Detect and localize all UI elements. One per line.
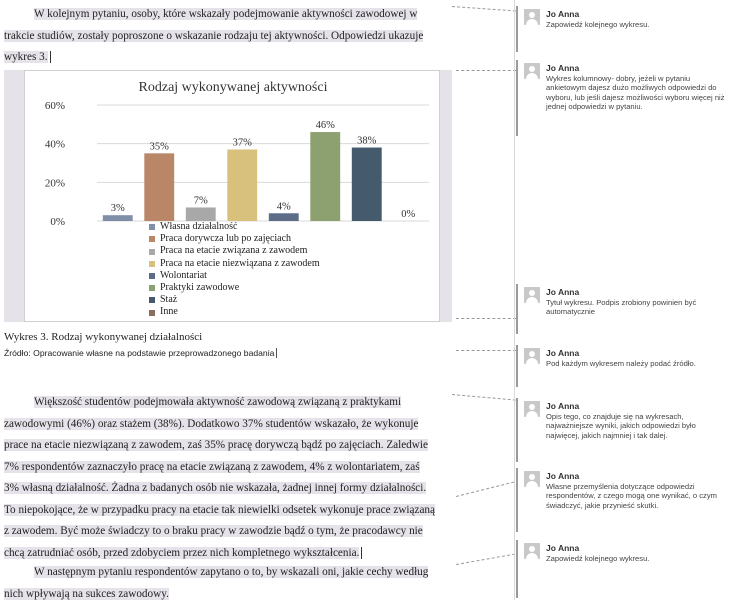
legend-label: Staż: [160, 294, 178, 306]
text-line: To niepokojące, że w przypadku pracy na etacie tak niewielki odsetek wykonuje prace związaną: [4, 503, 435, 516]
comment-author: Jo Anna: [546, 401, 580, 411]
legend-label: Własna działalność: [160, 221, 238, 232]
text-line: trakcie studiów, zostały poproszone o wskazanie rodzaju tej aktywności. Odpowiedzi ukazuje: [4, 29, 424, 42]
y-tick-label: 0%: [50, 216, 65, 228]
y-tick-label: 20%: [44, 177, 65, 190]
legend-swatch: [149, 273, 155, 279]
comment-author: Jo Anna: [546, 63, 580, 73]
text-line: 7% respondentów zaznaczyło pracę na etacie związaną z zawodem, 4% z wolontariatem, zaś: [4, 460, 420, 473]
chart-bar: [227, 149, 257, 221]
comment-text: Zapowiedź kolejnego wykresu.: [546, 554, 650, 563]
legend-label: Praktyki zawodowe: [160, 282, 240, 294]
avatar-icon: [524, 63, 540, 79]
legend-item: [149, 258, 320, 270]
comment-text: Własne przemyślenia dotyczące odpowiedzi respondentów, z czego mogą one wynikać, o czym świadczyć, jakie przynieść skutki.: [546, 482, 717, 510]
chart-bar: [186, 207, 216, 221]
comment-card[interactable]: [516, 284, 744, 334]
comment-card[interactable]: [516, 540, 744, 598]
text-line: wykres 3.: [4, 51, 48, 63]
comment-text: Opis tego, co znajduje się na wykresach, najważniejsze wyniki, jakich odpowiedzi było najwięcej, jakich najmniej i tak dalej.: [546, 412, 696, 440]
text-line: zawodowymi (46%) oraz stażem (38%). Dodatkowo 37% studentów wskazało, że wykonuje: [4, 417, 419, 430]
chart-title: Rodzaj wykonywanej aktywności: [138, 80, 328, 95]
paragraph-intro[interactable]: [4, 4, 450, 69]
text-line: 3% własną działalność. Żadna z badanych osób nie wskazała, żadnej innej formy działalności.: [4, 482, 427, 494]
comment-author: Jo Anna: [546, 543, 580, 553]
legend-swatch: [149, 310, 155, 316]
text-cursor: [50, 51, 51, 63]
pane-divider: [514, 0, 515, 600]
comment-card[interactable]: [516, 6, 744, 52]
avatar-icon: [524, 543, 540, 559]
legend-item: [149, 294, 320, 306]
chart-bar: [144, 153, 174, 221]
comment-card[interactable]: [516, 60, 744, 136]
avatar-icon: [524, 348, 540, 364]
comment-text: Tytuł wykresu. Podpis zrobiony powinien być automatycznie: [546, 298, 697, 317]
paragraph-next[interactable]: [4, 562, 450, 600]
chart-legend: [149, 221, 320, 319]
comments-pane: [458, 0, 748, 600]
legend-item: [149, 221, 320, 233]
legend-swatch: [149, 236, 155, 242]
text-line: prace na etacie niezwiązaną z zawodem, zaś 35% pracę dorywczą bądź po zajęciach. Zaledwie: [4, 439, 428, 451]
bar-value-label: 0%: [401, 209, 416, 220]
legend-item: [149, 270, 320, 282]
comment-card[interactable]: [516, 345, 744, 387]
legend-item: [149, 245, 320, 257]
legend-item: [149, 282, 320, 294]
comment-author: Jo Anna: [546, 348, 580, 358]
bar-value-label: 3%: [110, 203, 125, 215]
bar-value-label: 46%: [315, 120, 335, 132]
chart-source[interactable]: Źródło: Opracowanie własne na podstawie przeprowadzonego badania: [4, 348, 277, 358]
bar-value-label: 35%: [149, 141, 169, 153]
avatar-icon: [524, 287, 540, 303]
bar-value-label: 38%: [357, 135, 377, 147]
chart-bar: [269, 213, 299, 221]
legend-swatch: [149, 261, 155, 267]
legend-label: Wolontariat: [160, 269, 207, 281]
comment-author: Jo Anna: [546, 9, 580, 19]
selection-highlight: [440, 70, 452, 322]
text-line: chcą zatrudniać osób, przed zdobyciem przez nich kompletnego wykształcenia.: [4, 546, 360, 559]
legend-swatch: [149, 249, 155, 255]
legend-swatch: [149, 297, 155, 303]
y-tick-label: 60%: [44, 100, 65, 112]
legend-swatch: [149, 285, 155, 291]
bar-chart[interactable]: [24, 70, 440, 322]
comment-author: Jo Anna: [546, 471, 580, 481]
legend-item: [149, 233, 320, 245]
selection-highlight: [4, 70, 24, 322]
text-line: nich wpływają na sukces zawodowy.: [4, 587, 169, 600]
avatar-icon: [524, 471, 540, 487]
text-line: Większość studentów podejmowała aktywność zawodową związaną z praktykami: [34, 396, 402, 408]
comment-card[interactable]: [516, 398, 744, 462]
avatar-icon: [524, 9, 540, 25]
legend-label: Inne: [160, 306, 178, 318]
paragraph-analysis[interactable]: [4, 392, 450, 564]
chart-bar: [103, 215, 133, 221]
y-tick-label: 40%: [44, 138, 65, 151]
bar-value-label: 7%: [193, 195, 208, 207]
legend-item: [149, 306, 320, 318]
bar-value-label: 37%: [232, 137, 252, 149]
text-line: W kolejnym pytaniu, osoby, które wskazały podejmowanie aktywności zawodowej w: [34, 8, 418, 20]
chart-bar: [310, 132, 340, 221]
text-cursor: [361, 547, 362, 559]
comment-text: Wykres kolumnowy- dobry, jeżeli w pytaniu ankietowym dajesz dużo możliwych odpowiedzi do wyboru, lub jeśli dajesz możliwości wyboru więcej niż jednej odpowiedzi w pytaniu.: [546, 74, 725, 112]
chart-caption[interactable]: Wykres 3. Rodzaj wykonywanej działalności: [4, 331, 203, 343]
comment-text: Zapowiedź kolejnego wykresu.: [546, 20, 650, 29]
legend-label: Praca na etacie związana z zawodem: [160, 245, 308, 257]
legend-swatch: [149, 224, 155, 230]
avatar-icon: [524, 401, 540, 417]
bar-value-label: 4%: [276, 201, 291, 213]
comment-author: Jo Anna: [546, 287, 580, 297]
legend-label: Praca dorywcza lub po zajęciach: [160, 233, 292, 245]
text-line: z zawodem. Być może świadczy to o braku pracy w zawodzie bądź o tym, że pracodawcy nie: [4, 525, 423, 537]
text-line: W następnym pytaniu respondentów zapytano o to, by wskazali oni, jakie cechy według: [34, 566, 429, 578]
comment-card[interactable]: [516, 468, 744, 532]
legend-label: Praca na etacie niezwiązana z zawodem: [160, 257, 320, 269]
comment-text: Pod każdym wykresem należy podać źródło.: [546, 359, 696, 368]
chart-bar: [352, 148, 382, 221]
